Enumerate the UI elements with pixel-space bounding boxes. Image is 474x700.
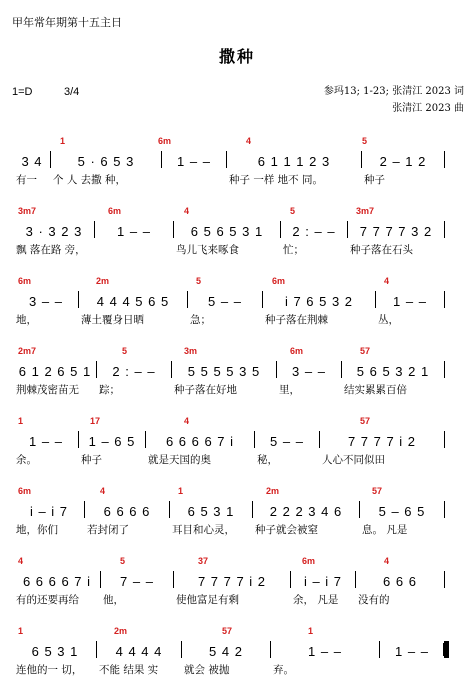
lyric-text: 里，: [279, 384, 300, 396]
chord-symbol: 4: [184, 206, 190, 216]
measure-notes: 6 6 6 6: [103, 504, 151, 519]
bar-line: [444, 501, 445, 518]
measure: [79, 429, 145, 449]
notation-line: [14, 359, 450, 379]
measure: [172, 359, 276, 379]
bar-line: [444, 431, 445, 448]
lyric-text: 踪；: [99, 384, 120, 396]
chord-symbol: 57: [372, 486, 383, 496]
score-system: [0, 206, 474, 266]
score-system: [0, 276, 474, 336]
measure-notes: 4 4 4 4: [115, 644, 163, 659]
notation-line: [14, 499, 450, 519]
measure-notes: i – i 7: [303, 574, 343, 589]
lyric-text: 结实累累百倍: [344, 384, 407, 396]
chord-symbol: 2m: [96, 276, 110, 286]
measure: [95, 219, 173, 239]
lyric-text: 急；: [190, 314, 211, 326]
final-bar-line: [444, 641, 449, 658]
measure: [376, 289, 444, 309]
lyrics-line: [14, 454, 450, 466]
chord-symbol: 3m7: [18, 206, 37, 216]
measure: [14, 359, 96, 379]
lyrics-line: [14, 524, 450, 536]
lyric-text: 他，: [103, 594, 124, 606]
measure-notes: 3 · 3 2 3: [25, 224, 83, 239]
measure: [263, 289, 375, 309]
chord-symbol: 57: [360, 416, 371, 426]
time-signature: 3/4: [64, 86, 80, 98]
measure-notes: 4 4 4 5 6 5: [96, 294, 170, 309]
notation-line: [14, 289, 450, 309]
measure-notes: 6 1 2 6 5 1: [18, 364, 92, 379]
lyric-text: 没有的: [358, 594, 390, 606]
measure-notes: 3 – –: [29, 294, 63, 309]
measure-notes: 6 1 1 1 2 3: [257, 154, 331, 169]
chord-symbol: 1: [18, 416, 24, 426]
score-system: [0, 136, 474, 196]
lyric-text: 忙；: [283, 244, 304, 256]
measure: [227, 149, 361, 169]
chord-symbol: 6m: [108, 206, 122, 216]
chord-symbol: 1: [60, 136, 66, 146]
measure: [85, 499, 169, 519]
lyric-text: 种子落在石头: [350, 244, 413, 256]
lyric-text: 息。 凡是: [362, 524, 408, 536]
measure-notes: 5 4 2: [209, 644, 243, 659]
measure-notes: 5 5 5 5 3 5: [187, 364, 261, 379]
chord-symbol: 1: [18, 626, 24, 636]
lyric-text: [380, 664, 445, 676]
notation-line: [14, 429, 450, 449]
lyric-text: 有一: [16, 174, 37, 186]
measure: [14, 289, 78, 309]
measure: [14, 639, 96, 659]
measure: [14, 149, 50, 169]
measure-notes: 5 6 5 3 2 1: [356, 364, 430, 379]
measure: [188, 289, 262, 309]
bar-line: [444, 221, 445, 238]
lyrics-line: [14, 594, 450, 606]
chord-symbol: 2m7: [18, 346, 37, 356]
score-system: [0, 626, 474, 686]
lyric-text: 个 人 去撒 种，: [53, 174, 127, 186]
measure-notes: 2 2 2 3 4 6: [269, 504, 343, 519]
chord-symbol: 5: [196, 276, 202, 286]
chord-symbol: 4: [384, 276, 390, 286]
chord-symbol: 4: [384, 556, 390, 566]
lyric-text: [162, 174, 227, 186]
measure: [97, 359, 171, 379]
measure: [146, 429, 254, 449]
measure-notes: 1 – –: [29, 434, 63, 449]
measure-notes: 6 5 6 5 3 1: [190, 224, 264, 239]
bar-line: [444, 361, 445, 378]
chord-symbol: 4: [184, 416, 190, 426]
lyric-text: 有的还要再给: [16, 594, 79, 606]
chord-symbol: 1: [308, 626, 314, 636]
chord-symbol: 6m: [18, 486, 32, 496]
measure-notes: 1 – 6 5: [88, 434, 136, 449]
chord-symbol: 5: [122, 346, 128, 356]
measure: [342, 359, 444, 379]
bar-line: [444, 571, 445, 588]
lyric-text: 弃。: [273, 664, 294, 676]
measure: [14, 569, 100, 589]
lyrics-line: [14, 244, 450, 256]
chord-symbol: 4: [18, 556, 24, 566]
score-system: [0, 346, 474, 406]
chord-symbol: 6m: [18, 276, 32, 286]
chord-symbol: 2m: [266, 486, 280, 496]
chord-symbol: 57: [360, 346, 371, 356]
measure: [360, 499, 444, 519]
lyric-text: 地，你们: [16, 524, 58, 536]
chord-symbol: 5: [290, 206, 296, 216]
measure: [356, 569, 444, 589]
lyric-text: 荆棘茂密苗无: [16, 384, 79, 396]
measure-notes: 7 7 7 7 i 2: [347, 434, 417, 449]
lyric-text: 丛，: [378, 314, 399, 326]
lyric-text: 余。: [16, 454, 37, 466]
lyric-text: 种子 一样 地不 同。: [229, 174, 324, 186]
measure-notes: 1 – –: [308, 644, 342, 659]
notation-line: [14, 569, 450, 589]
chord-symbol: 2m: [114, 626, 128, 636]
lyric-text: 种子落在荆棘: [265, 314, 328, 326]
lyric-text: 人心不同似田: [322, 454, 385, 466]
chord-symbol: 6m: [158, 136, 172, 146]
measure: [170, 499, 252, 519]
measure-notes: 6 6 6 6 7 i: [165, 434, 235, 449]
chord-symbol: 57: [222, 626, 233, 636]
chord-symbol: 6m: [302, 556, 316, 566]
measure-notes: 7 – –: [120, 574, 154, 589]
music-credit: 张清江 2023 曲: [392, 103, 464, 114]
measure-notes: i 7 6 5 3 2: [284, 294, 354, 309]
measure-notes: 6 5 3 1: [187, 504, 235, 519]
lyric-text: 余， 凡是: [293, 594, 339, 606]
key-signature: 1=D: [12, 86, 33, 98]
chord-symbol: 5: [362, 136, 368, 146]
notation-line: [14, 219, 450, 239]
chord-symbol: 6m: [272, 276, 286, 286]
measure-notes: 6 6 6: [383, 574, 417, 589]
bar-line: [444, 151, 445, 168]
measure: [51, 149, 161, 169]
lyrics-credit: 参玛13; 1-23; 张清江 2023 词: [323, 86, 464, 97]
measure: [162, 149, 226, 169]
chord-symbol: 4: [246, 136, 252, 146]
measure: [79, 289, 187, 309]
measure: [174, 219, 280, 239]
measure: [182, 639, 270, 659]
lyric-text: 连他的一 切，: [16, 664, 83, 676]
measure: [14, 219, 94, 239]
chord-symbol: 5: [120, 556, 126, 566]
measure: [253, 499, 359, 519]
measure-notes: 3 – –: [292, 364, 326, 379]
measure: [271, 639, 379, 659]
lyric-text: 若封闭了: [87, 524, 129, 536]
lyric-text: 就会 被抛: [184, 664, 230, 676]
lyric-text: 秘，: [257, 454, 278, 466]
measure-notes: 2 – 1 2: [379, 154, 427, 169]
chord-symbol: 6m: [290, 346, 304, 356]
lyric-text: 就是天国的奥: [148, 454, 211, 466]
measure-notes: 1 – –: [117, 224, 151, 239]
lyrics-line: [14, 384, 450, 396]
lyric-text: 地，: [16, 314, 37, 326]
measure-notes: 5 – –: [270, 434, 304, 449]
measure-notes: 1 – –: [395, 644, 429, 659]
chord-symbol: 4: [100, 486, 106, 496]
measure: [14, 499, 84, 519]
lyrics-line: [14, 314, 450, 326]
measure-notes: 5 · 6 5 3: [77, 154, 135, 169]
lyric-text: 使他富足有剩: [176, 594, 239, 606]
lyric-text: 不能 结果 实: [99, 664, 159, 676]
lyric-text: 耳目和心灵，: [172, 524, 235, 536]
chord-symbol: 1: [178, 486, 184, 496]
measure-notes: 3 4: [21, 154, 43, 169]
occasion-label: 甲年常年期第十五主日: [12, 16, 122, 29]
score-system: [0, 416, 474, 476]
lyric-text: 种子就会被窒: [255, 524, 318, 536]
measure: [380, 639, 444, 659]
bar-line: [444, 291, 445, 308]
measure: [101, 569, 173, 589]
measure: [320, 429, 444, 449]
measure-notes: 5 – –: [208, 294, 242, 309]
lyric-text: 种子落在好地: [174, 384, 237, 396]
lyric-text: 薄土覆身日晒: [81, 314, 144, 326]
measure: [174, 569, 290, 589]
notation-line: [14, 639, 450, 659]
chord-symbol: 37: [198, 556, 209, 566]
measure-notes: 2 : – –: [292, 224, 336, 239]
measure: [362, 149, 444, 169]
measure: [277, 359, 341, 379]
measure-notes: 1 – –: [393, 294, 427, 309]
song-title: 撒种: [218, 47, 255, 66]
measure-notes: 7 7 7 7 3 2: [359, 224, 433, 239]
lyric-text: [95, 244, 174, 256]
notation-line: [14, 149, 450, 169]
measure: [291, 569, 355, 589]
measure: [281, 219, 347, 239]
chord-symbol: 3m: [184, 346, 198, 356]
measure-notes: i – i 7: [29, 504, 69, 519]
measure-notes: 6 6 6 6 7 i: [22, 574, 92, 589]
lyric-text: 鸟儿飞来啄食: [176, 244, 239, 256]
measure: [348, 219, 444, 239]
lyrics-line: [14, 664, 450, 676]
measure-notes: 5 – 6 5: [378, 504, 426, 519]
measure: [14, 429, 78, 449]
score-system: [0, 556, 474, 616]
lyric-text: 种子: [81, 454, 102, 466]
measure: [97, 639, 181, 659]
measure-notes: 6 5 3 1: [31, 644, 79, 659]
score-system: [0, 486, 474, 546]
chord-symbol: 17: [90, 416, 101, 426]
measure-notes: 7 7 7 7 i 2: [197, 574, 267, 589]
lyric-text: 飘 落在路 旁，: [16, 244, 86, 256]
measure: [255, 429, 319, 449]
lyric-text: 种子: [364, 174, 385, 186]
measure-notes: 2 : – –: [112, 364, 156, 379]
chord-symbol: 3m7: [356, 206, 375, 216]
lyrics-line: [14, 174, 450, 186]
measure-notes: 1 – –: [177, 154, 211, 169]
